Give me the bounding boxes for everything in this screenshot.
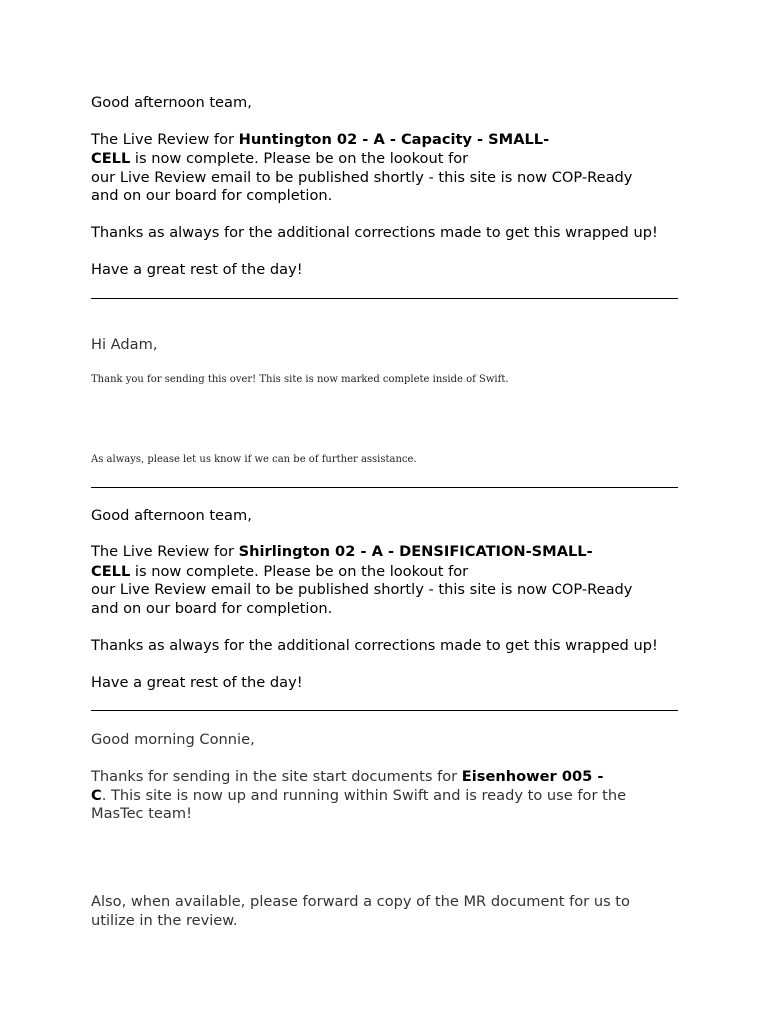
email3-greeting: Good morning Connie, [91,731,255,748]
email3-also-line2: utilize in the review. [91,912,238,929]
email3-line2 [91,787,626,805]
email1-site-name: Huntington 02 - A - Capacity - SMALL- [238,131,550,148]
email2-line2-text: is now complete. Please be on the lookout for [130,563,469,580]
email2-site-name: Shirlington 02 - A - DENSIFICATION-SMALL- [238,543,593,560]
email3-intro-line [91,768,603,786]
email3-intro-prefix: Thanks for sending in the site start documents for [91,768,462,785]
reply1-greeting: Hi Adam, [91,336,158,353]
email1-closing: Have a great rest of the day! [91,261,303,278]
email2-thanks: Thanks as always for the additional corrections made to get this wrapped up! [91,637,658,654]
email3-also-line1: Also, when available, please forward a copy of the MR document for us to [91,893,630,910]
email2-line3: our Live Review email to be published shortly - this site is now COP-Ready [91,581,633,598]
email1-intro-prefix: The Live Review for [91,131,239,148]
email2-line4: and on our board for completion. [91,600,333,617]
email2-intro-line [91,543,593,561]
divider [91,298,678,299]
email1-line2-text: is now complete. Please be on the lookout for [130,150,469,167]
email2-line2 [91,563,468,581]
email2-greeting: Good afternoon team, [91,507,252,524]
email1-thanks: Thanks as always for the additional corrections made to get this wrapped up! [91,224,658,241]
reply1-body: Thank you for sending this over! This site is now marked complete inside of Swift. [91,374,509,385]
email3-line3: MasTec team! [91,805,192,822]
divider [91,487,678,488]
email1-greeting: Good afternoon team, [91,94,252,111]
email1-line2 [91,150,468,168]
email1-line3: our Live Review email to be published shortly - this site is now COP-Ready [91,169,633,186]
email1-intro-line [91,131,549,149]
email2-closing: Have a great rest of the day! [91,674,303,691]
email3-line2-text: . This site is now up and running within Swift and is ready to use for the [101,787,627,804]
email1-line4: and on our board for completion. [91,187,333,204]
divider [91,710,678,711]
email2-intro-prefix: The Live Review for [91,543,239,560]
email1-site-name-cont: CELL [91,150,131,167]
reply1-closing: As always, please let us know if we can be of further assistance. [91,454,417,465]
email2-site-name-cont: CELL [91,563,131,580]
email3-site-name: Eisenhower 005 - [461,768,604,785]
email3-site-name-cont: C [91,787,102,804]
